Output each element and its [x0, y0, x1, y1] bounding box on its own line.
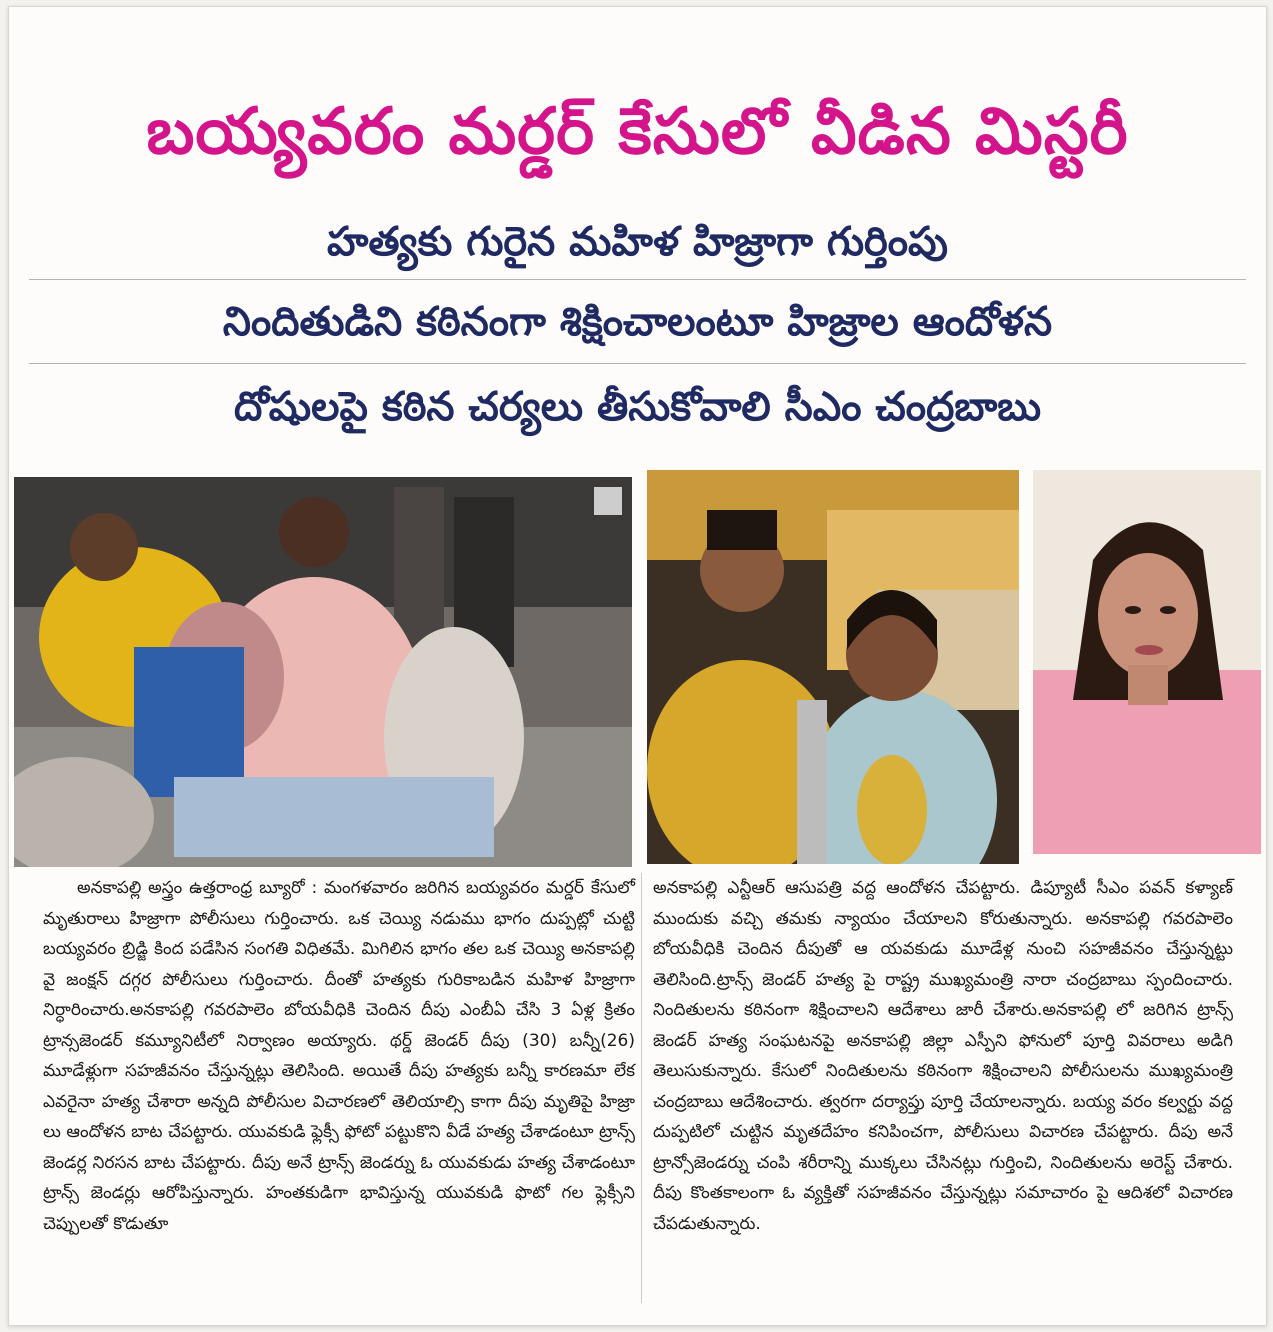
- divider-rule-1: [29, 279, 1246, 280]
- victim-photo: [1033, 470, 1261, 854]
- couple-photo: [647, 470, 1019, 864]
- article-body-right-column: [653, 873, 1233, 1239]
- subhead-3: దోషులపై కఠిన చర్యలు తీసుకోవాలి సీఎం చంద్రబాబు: [233, 384, 1042, 430]
- subhead-1: హత్యకు గురైన మహిళ హిజ్రాగా గుర్తింపు: [327, 219, 948, 265]
- body-paragraph-right: అనకాపల్లి ఎన్టీఆర్ ఆసుపత్రి వద్ద ఆందోళన చేపట్టారు. డిప్యూటీ సీఎం పవన్ కళ్యాణ్ ముందుకు వచ్చి తమకు న్యాయం చేయాలని కోరుతున్నారు. అనకాపల్లి గవరపాలెం బోయవీధికి చెందిన దీపుతో ఆ యవకుడు మూడేళ్ల నుంచి సహజీవనం చేస్తున్నట్టు తెలిసింది.ట్రాన్స్ జెండర్ హత్య పై రాష్ట్ర ముఖ్యమంత్రి నారా చంద్రబాబు స్పందించారు. నిందితులను కఠినంగా శిక్షించాలని ఆదేశాలు జారీ చేశారు.అనకాపల్లి లో జరిగిన ట్రాన్స్ జెండర్ హత్య సంఘటనపై అనకాపల్లి జిల్లా ఎస్పీని ఫోనులో పూర్తి వివరాలు అడిగి తెలుసుకున్నారు. కేసులో నిందితులను కఠినంగా శిక్షించాలని పోలీసులను ముఖ్యమంత్రి చంద్రబాబు ఆదేశించారు. త్వరగా దర్యాప్తు పూర్తి చేయాలన్నారు. బయ్య వరం కల్వర్టు వద్ద దుప్పటిలో చుట్టిన మృతదేహం కనిపించగా, పోలీసులు విచారణ చేపట్టారు. దీపు అనే ట్రాన్సోజెండర్ను చంపి శరీరాన్ని ముక్కలు చేసినట్లు గుర్తించి, నిందితులను అరెస్ట్ చేశారు. దీపు కొంతకాలంగా ఓ వ్యక్తితో సహజీవనం చేస్తున్నట్లు సమాచారం పై ఆదిశలో విచారణ చేపడుతున్నారు.: [653, 878, 1233, 1234]
- newspaper-page: [8, 6, 1267, 1326]
- headline: బయ్యవరం మర్డర్ కేసులో వీడిన మిస్టరీ: [146, 95, 1129, 169]
- body-paragraph-left: అనకాపల్లి అస్త్రం ఉత్తరాంధ్ర బ్యూరో : మంగళవారం జరిగిన బయ్యవరం మర్డర్ కేసులో మృతురాలు హిజ్రాగా పోలీసులు గుర్తించారు. ఒక చెయ్యి నడుము భాగం దుప్పట్లో చుట్టి బయ్యవరం బ్రిడ్జి కింద పడేసిన సంగతి విధితమే. మిగిలిన భాగం తల ఒక చెయ్యి అనకాపల్లి వై జంక్షన్ దగ్గర పోలీసులు గుర్తించారు. దీంతో హత్యకు గురికాబడిన మహిళ హిజ్రాగా నిర్ధారించారు.అనకాపల్లి గవరపాలెం బోయవీధికి చెందిన దీపు ఎంబీఏ చేసి 3 ఏళ్ల క్రితం ట్రాన్సజెండర్ కమ్యూనిటీలో నిర్వాణం అయ్యారు. థర్డ్ జెండర్ దీపు (30) బన్నీ(26) మూడేళ్లుగా సహజీవనం చేస్తున్నట్లు తెలిసింది. అయితే దీపు హత్యకు బన్నీ కారణమా లేక ఎవరైనా హత్య చేశారా అన్నది పోలీసుల విచారణలో తెలియాల్సి కాగా దీపు మృతిపై హిజ్రా లు ఆందోళన బాట చేపట్టారు. యువకుడి ఫ్లెక్సీ ఫోటో పట్టుకొని వీడే హత్య చేశాడంటూ ట్రాన్స్ జెండర్ల నిరసన బాట చేపట్టారు. దీపు అనే ట్రాన్స్ జెండర్ను ఓ యువకుడు హత్య చేశాడంటూ ట్రాన్స్ జెండర్లు ఆరోపిస్తున్నారు. హంతకుడిగా భావిస్తున్న యువకుడి ఫొటో గల ఫ్లెక్సీని చెప్పులతో కొడుతూ: [43, 878, 635, 1234]
- subhead-2: నిందితుడిని కఠినంగా శిక్షించాలంటూ హిజ్రాల ఆందోళన: [222, 299, 1053, 345]
- divider-rule-2: [29, 363, 1246, 364]
- article-body-left-column: [43, 873, 635, 1239]
- protest-photo: [14, 477, 632, 867]
- column-divider: [641, 873, 642, 1303]
